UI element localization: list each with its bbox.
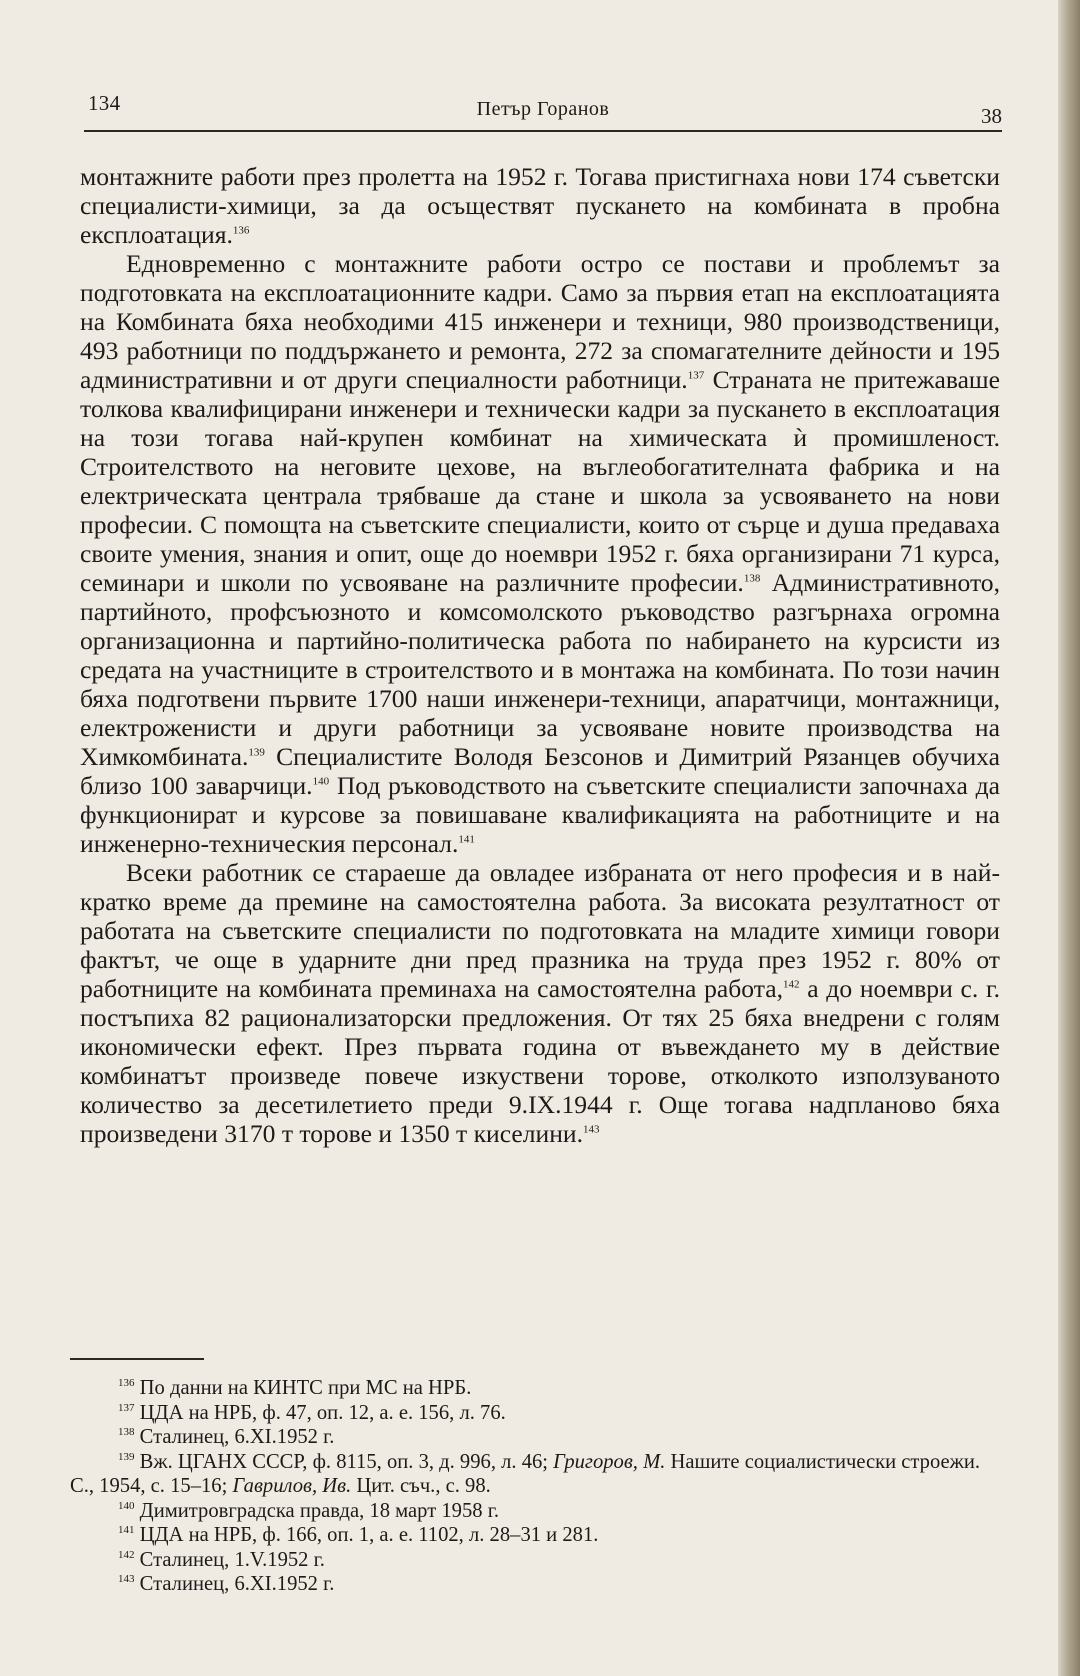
- footnote-number: 140: [118, 1499, 135, 1512]
- footnote-reference: 138: [743, 572, 761, 585]
- secondary-page-number: 38: [981, 104, 1002, 128]
- footnote-author: Гаврилов, Ив.: [232, 1475, 352, 1497]
- text-run: монтажните работи през пролетта на 1952 г. Тогава пристигнаха нови 174 съветски специалисти-химици, за да осъществят пускането на комбината в пробна експлоатация.: [80, 162, 1000, 249]
- text-run: а до ноември с. г. постъпиха 82 рационализаторски предложения. От тях 25 бяха внедрени с голям икономически ефект. През първата година от въвеждането му в действие комбинатът произведе повече изкуствени торове, отколкото използуваното количество за десетилетието преди 9.IX.1944 г. Още тогава надпланово бяха произведени 3170 т торове и 1350 т киселини.: [80, 974, 1000, 1148]
- footnote-text: Нашите социалистически строежи. С., 1954, с. 15–16;: [70, 1450, 981, 1497]
- footnote: [70, 1523, 1000, 1548]
- page-number: 134: [88, 91, 121, 115]
- footnote-text: Сталинец, 6.XI.1952 г.: [134, 1426, 335, 1448]
- footnote: [70, 1425, 1000, 1450]
- footnote-reference: 136: [232, 224, 250, 237]
- body-paragraph: [80, 162, 1000, 249]
- footnote: [70, 1450, 1000, 1499]
- text-run: Специалистите Володя Безсонов и Димитрий Рязанцев обучиха близо 100 заварчици.: [80, 742, 1000, 800]
- footnote: [70, 1401, 1000, 1426]
- page-header: [84, 84, 1002, 132]
- footnote-number: 143: [118, 1573, 135, 1586]
- text-run: Страната не притежаваше толкова квалифицирани инженери и технически кадри за пускането в експлоатация на този тогава най-крупен комбинат на химическата ѝ промишленост. Строителството на неговите цехове, на въглеобогатителната фабрика и на електрическата централа трябваше да стане и школа за усвояването на нови професии. С помощта на съветските специалисти, които от сърце и душа предаваха своите умения, знания и опит, още до ноември 1952 г. бяха организирани 71 курса, семинари и школи по усвояване на различните професии.: [80, 365, 1000, 597]
- footnote-text: Сталинец, 6.XI.1952 г.: [134, 1573, 335, 1595]
- text-run: Едновременно с монтажните работи остро се постави и проблемът за подготовката на експлоатационните кадри. Само за първия етап на експлоатацията на Комбината бяха необходими 415 инженери и техници, 980 производственици, 493 работници по поддържането и ремонта, 272 за спомагателните дейности и 195 административни и от други специалности работници.: [80, 249, 1000, 394]
- footnotes: [70, 1376, 1000, 1597]
- text-run: Под ръководството на съветските специалисти започнаха да функционират и курсове за повишаване квалификацията на работниците и на инженерно-техническия персонал.: [80, 771, 1000, 858]
- footnote-reference: 142: [783, 978, 800, 991]
- footnote: [70, 1499, 1000, 1524]
- book-binding-edge: [1058, 0, 1080, 1676]
- body-paragraph: [80, 858, 1000, 1148]
- running-head-author: Петър Горанов: [476, 98, 610, 120]
- footnote: [70, 1548, 1000, 1573]
- footnote-separator: [70, 1358, 204, 1360]
- footnote-reference: 137: [687, 369, 705, 382]
- footnote-number: 141: [118, 1524, 135, 1537]
- footnote-number: 142: [118, 1548, 135, 1561]
- footnote-text: Димитровградска правда, 18 март 1958 г.: [134, 1499, 499, 1522]
- footnote: [70, 1376, 1000, 1401]
- footnote-reference: 141: [458, 833, 475, 846]
- text-run: Всеки работник се стараеше да овладее избраната от него професия и в най-кратко време да премине на самостоятелна работа. За високата резултатност от работата на съветските специалисти по подготовката на младите химици говори фактът, че още в ударните дни пред празника на труда през 1952 г. 80% от работниците на комбината преминаха на самостоятелна работа,: [80, 858, 1000, 1003]
- footnote-text: По данни на КИНТС при МС на НРБ.: [134, 1377, 472, 1399]
- footnote-text: Вж. ЦГАНХ СССР, ф. 8115, оп. 3, д. 996, л. 46;: [134, 1450, 554, 1473]
- footnote-reference: 139: [248, 746, 265, 759]
- footnote-text: ЦДА на НРБ, ф. 166, оп. 1, а. е. 1102, л. 28–31 и 281.: [134, 1524, 599, 1546]
- footnote-text: Сталинец, 1.V.1952 г.: [134, 1548, 325, 1571]
- footnote-number: 136: [118, 1377, 135, 1390]
- footnote-number: 137: [118, 1401, 135, 1414]
- main-text: [80, 162, 1000, 1148]
- footnote-author: Григоров, М.: [553, 1450, 666, 1473]
- footnote-reference: 140: [312, 775, 330, 788]
- text-run: Административното, партийното, профсъюзното и комсомолското ръководство разгърнаха огромна организационна и партийно-политическа работа по набирането на курсисти из средата на участниците в строителството и в монтажа на комбината. По този начин бяха подготвени първите 1700 наши инженери-техници, апаратчици, монтажници, електроженисти и други работници за усвояване новите производства на Химкомбината.: [80, 568, 1000, 771]
- body-paragraph: [80, 249, 1000, 858]
- footnote-text: Цит. съч., с. 98.: [351, 1475, 491, 1497]
- footnote-reference: 143: [583, 1123, 600, 1136]
- footnote: [70, 1572, 1000, 1597]
- footnote-number: 139: [118, 1450, 135, 1463]
- footnote-text: ЦДА на НРБ, ф. 47, оп. 12, а. е. 156, л. 76.: [134, 1401, 506, 1424]
- footnote-number: 138: [118, 1426, 135, 1439]
